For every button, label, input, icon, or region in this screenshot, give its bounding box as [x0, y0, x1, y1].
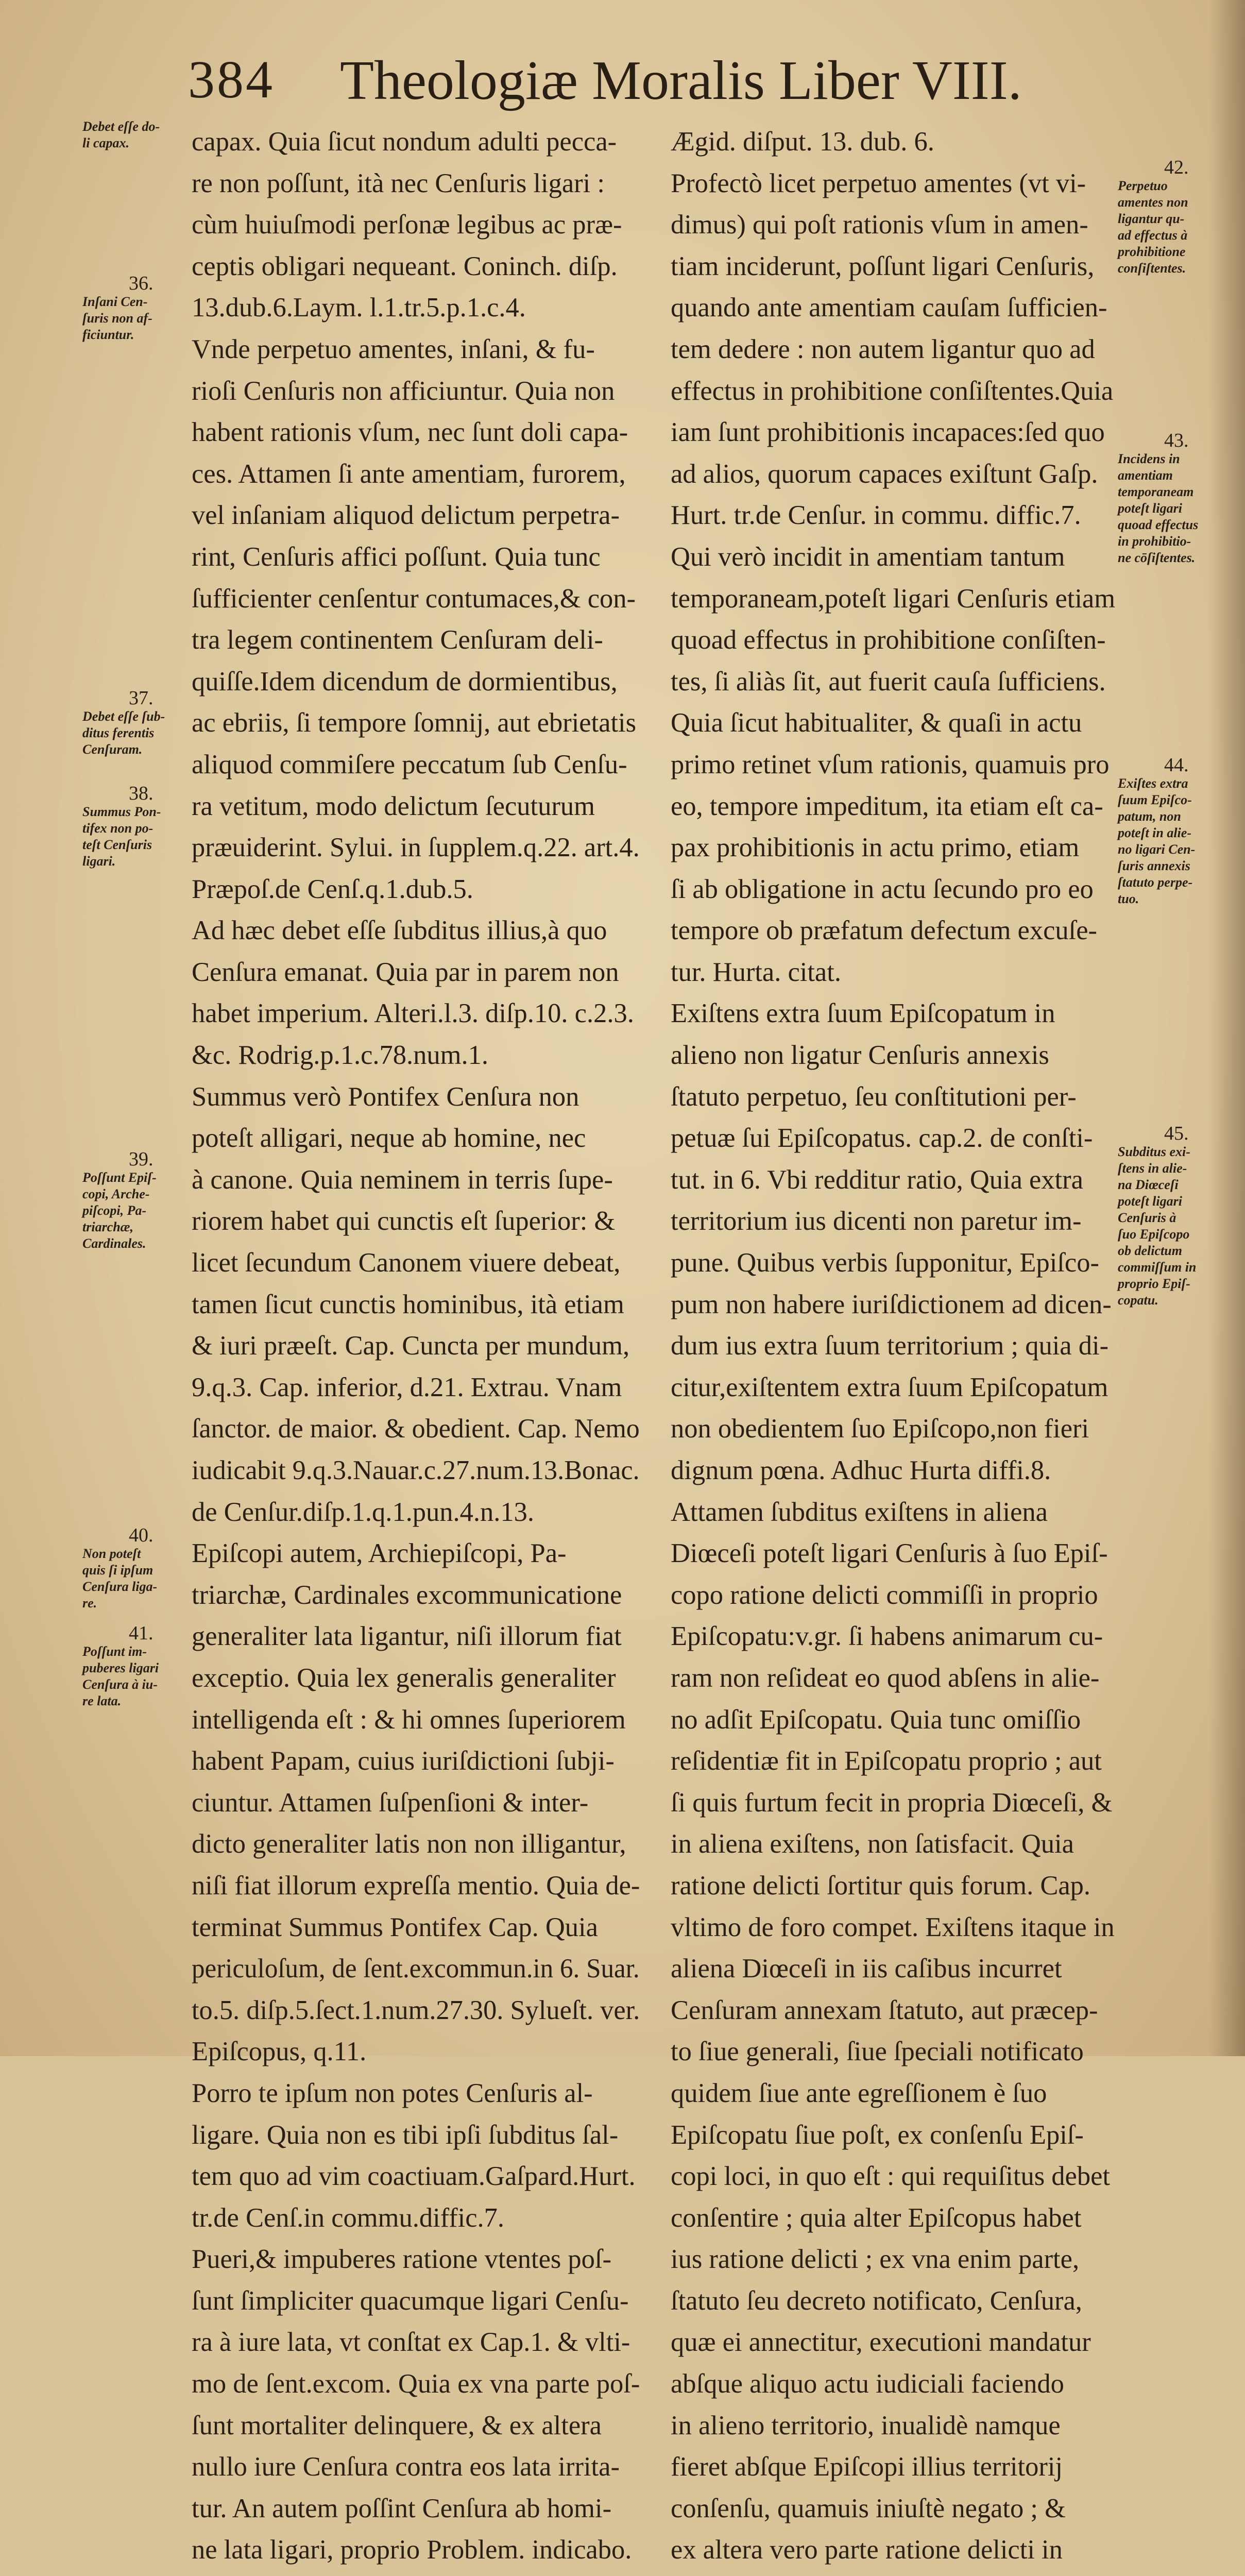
margin-note-line: commiſſum in [1118, 1260, 1197, 1275]
text-line: ſtatuto ſeu decreto notificato, Cenſura, [671, 2285, 1082, 2316]
text-line: Pueri,& impuberes ratione vtentes poſ- [192, 2244, 612, 2275]
margin-note-number: 43. [1164, 430, 1189, 451]
text-line: ius ratione delicti ; ex vna enim parte, [671, 2244, 1080, 2275]
margin-note-line: re lata. [82, 1693, 122, 1708]
text-line: tem quo ad vim coactiuam.Gaſpard.Hurt. [192, 2161, 636, 2192]
margin-note-line: Cenſura à iu- [82, 1677, 158, 1692]
text-line: tiam inciderunt, poſſunt ligari Cenſuris, [671, 251, 1095, 281]
margin-note-line: Inſani Cen- [82, 294, 148, 309]
margin-note-line: quis ſi ipſum [82, 1563, 154, 1578]
margin-note-line: patum, non [1118, 809, 1181, 824]
text-line: Ad hæc debet eſſe ſubditus illius,à quo [192, 916, 607, 946]
page-number: 384 [188, 50, 275, 109]
text-line: vel inſaniam aliquod delictum perpetra- [192, 500, 620, 531]
text-line: rioſi Cenſuris non afficiuntur. Quia non [192, 376, 615, 406]
text-line: fieret abſque Epiſcopi illius territorij [671, 2452, 1063, 2482]
text-line: pune. Quibus verbis ſupponitur, Epiſco- [671, 1248, 1099, 1278]
text-line: 13.dub.6.Laym. l.1.tr.5.p.1.c.4. [192, 293, 526, 323]
text-line: ligare. Quia non es tibi ipſi ſubditus ſal- [192, 2120, 619, 2150]
text-line: ceptis obligari nequeant. Coninch. diſp. [192, 251, 618, 281]
text-line: habent Papam, cuius iuriſdictioni ſubji- [192, 1746, 615, 1776]
text-line: ex altera vero parte ratione delicti in [671, 2535, 1063, 2565]
text-line: alieno non ligatur Cenſuris annexis [671, 1040, 1049, 1071]
running-title: Theologiæ Moralis Liber VIII. [340, 50, 1022, 111]
margin-note-line: quoad effectus [1118, 517, 1199, 532]
margin-note-line: Debet eſſe do- [82, 119, 160, 134]
margin-note-line: Incidens in [1118, 451, 1180, 466]
margin-note-line: tifex non po- [82, 821, 154, 836]
margin-note-number: 36. [129, 273, 154, 294]
text-line: ces. Attamen ſi ante amentiam, furorem, [192, 459, 626, 489]
text-line: in aliena exiſtens, non ſatisfacit. Quia [671, 1829, 1074, 1859]
margin-note-line: poteſt ligari [1118, 501, 1182, 516]
text-line: quiſſe.Idem dicendum de dormientibus, [192, 666, 618, 697]
text-line: tem dedere : non autem ligantur quo ad [671, 334, 1095, 364]
margin-note-line: amentes non [1118, 195, 1188, 210]
text-line: quæ ei annectitur, executioni mandatur [671, 2327, 1091, 2358]
left-margin-note [82, 1149, 157, 1252]
margin-note-line: conſiſtentes. [1118, 261, 1186, 276]
text-line: Profectò licet perpetuo amentes (vt vi- [671, 168, 1086, 198]
text-line: quoad effectus in prohibitione conſiſten- [671, 625, 1106, 655]
text-line: dum ius extra ſuum territorium ; quia di- [671, 1331, 1109, 1361]
text-line: triarchæ, Cardinales excommunicatione [192, 1580, 622, 1610]
text-line: quidem ſiue ante egreſſionem è ſuo [671, 2078, 1047, 2108]
text-line: quando ante amentiam cauſam ſufficien- [671, 293, 1107, 323]
text-line: ra vetitum, modo delictum ſecuturum [192, 791, 595, 821]
text-line: ſufficienter cenſentur contumaces,& con- [192, 583, 636, 614]
text-line: effectus in prohibitione conſiſtentes.Quia [671, 376, 1114, 406]
left-margin-note [82, 273, 154, 343]
margin-note-line: copatu. [1118, 1293, 1158, 1308]
text-line: Summus verò Pontifex Cenſura non [192, 1081, 579, 1112]
margin-note-line: Cenſuris à [1118, 1210, 1176, 1225]
margin-note-line: piſcopi, Pa- [82, 1203, 147, 1218]
left-text-column [192, 121, 640, 2571]
margin-note-number: 44. [1164, 754, 1189, 776]
text-line: nullo iure Cenſura contra eos lata irrita- [192, 2452, 620, 2482]
text-line: cùm huiuſmodi perſonæ legibus ac præ- [192, 210, 622, 240]
right-text-column [671, 121, 1119, 2576]
margin-note-line: Non poteſt [82, 1546, 141, 1561]
text-line: ad alios, quorum capaces exiſtunt Gaſp. [671, 459, 1098, 489]
margin-note-line: triarchæ, [82, 1219, 133, 1234]
text-line: dimus) qui poſt rationis vſum in amen- [671, 210, 1088, 240]
margin-note-line: ficiuntur. [82, 327, 134, 342]
margin-note-line: teſt Cenſuris [82, 837, 152, 852]
margin-note-line: Debet eſſe ſub- [82, 709, 165, 724]
margin-note-line: li capax. [82, 135, 129, 150]
margin-note-line: Exiſtes extra [1118, 776, 1188, 791]
text-line: iam ſunt prohibitionis incapaces:ſed quo [671, 417, 1105, 448]
margin-note-line: ne cōſiſtentes. [1118, 550, 1196, 565]
text-line: ac ebriis, ſi tempore ſomnij, aut ebrietatis [192, 708, 637, 738]
text-line: tur. An autem poſſint Cenſura ab homi- [192, 2493, 612, 2523]
text-line: de Cenſur.diſp.1.q.1.pun.4.n.13. [192, 1497, 534, 1527]
text-line: Attamen ſubditus exiſtens in aliena [671, 1497, 1048, 1527]
text-line: petuæ ſui Epiſcopatus. cap.2. de conſti- [671, 1123, 1093, 1154]
text-line [671, 2571, 1119, 2576]
margin-note-line: ſtatuto perpe- [1118, 875, 1193, 890]
left-margin-note [82, 118, 160, 151]
right-margin-note [1118, 157, 1189, 277]
margin-note-line: re. [82, 1596, 97, 1611]
margin-note-line: Cenſuram. [82, 742, 143, 757]
margin-note-number: 45. [1164, 1123, 1189, 1144]
text-line: ſi quis furtum fecit in propria Diœceſi, & [671, 1787, 1113, 1818]
text-line: exceptio. Quia lex generalis generaliter [192, 1663, 616, 1693]
margin-note-line: ligari. [82, 854, 116, 869]
text-line: à canone. Quia neminem in terris ſupe- [192, 1164, 613, 1195]
text-line: abſque aliquo actu iudiciali faciendo [671, 2369, 1064, 2399]
text-line: habet imperium. Alteri.l.3. diſp.10. c.2.3. [192, 998, 634, 1029]
margin-note-line: Cardinales. [82, 1236, 146, 1251]
margin-note-line: Perpetuo [1118, 178, 1168, 193]
text-line: generaliter lata ligantur, niſi illorum fiat [192, 1621, 622, 1652]
text-line: intelligenda eſt : & hi omnes ſuperiorem [192, 1704, 626, 1735]
margin-note-number: 42. [1164, 157, 1189, 178]
margin-note-line: Subditus exi- [1118, 1144, 1190, 1159]
text-line: copi loci, in quo eſt : qui requiſitus debet [671, 2161, 1110, 2192]
text-line: Cenſuram annexam ſtatuto, aut præcep- [671, 1995, 1098, 2025]
margin-note-line: tuo. [1118, 891, 1139, 906]
margin-note-line: temporaneam [1118, 484, 1194, 499]
margin-note-line: ſuris non af- [82, 311, 152, 326]
text-line: aliquod commiſere peccatum ſub Cenſu- [192, 749, 627, 779]
margin-note-line: poteſt ligari [1118, 1194, 1182, 1209]
right-margin-note [1118, 430, 1198, 566]
margin-note-line: no ligari Cen- [1118, 842, 1196, 857]
text-line: habent rationis vſum, nec ſunt doli capa- [192, 417, 628, 448]
left-margin-note [82, 783, 161, 870]
text-line: Epiſcopatu:v.gr. ſi habens animarum cu- [671, 1621, 1103, 1652]
margin-note-line: copi, Arche- [82, 1187, 150, 1201]
margin-note-line: Summus Pon- [82, 804, 161, 819]
text-line: ſunt mortaliter delinquere, & ex altera [192, 2410, 602, 2441]
margin-note-line: ditus ferentis [82, 725, 155, 740]
text-line: vltimo de foro compet. Exiſtens itaque in [671, 1912, 1115, 1942]
page-header [188, 49, 1053, 111]
margin-note-line: ad effectus à [1118, 228, 1188, 243]
margin-note-line: prohibitione [1118, 244, 1186, 259]
text-line: tra legem continentem Cenſuram deli- [192, 625, 603, 655]
text-line: Porro te ipſum non potes Cenſuris al- [192, 2078, 593, 2108]
margin-note-number: 37. [129, 687, 154, 709]
margin-note-line: ſuum Epiſco- [1118, 792, 1192, 807]
margin-note-number: 38. [129, 783, 154, 804]
text-line: to.5. diſp.5.ſect.1.num.27.30. Sylueſt. ver. [192, 1995, 640, 2025]
text-line: re non poſſunt, ità nec Cenſuris ligari : [192, 168, 605, 198]
text-line: Ægid. diſput. 13. dub. 6. [671, 127, 934, 157]
text-line: rint, Cenſuris affici poſſunt. Quia tunc [192, 541, 601, 572]
margin-note-line: ob delictum [1118, 1243, 1182, 1258]
margin-note-line: ſtens in alie- [1118, 1161, 1187, 1176]
text-line: &c. Rodrig.p.1.c.78.num.1. [192, 1040, 488, 1071]
text-line: in alieno territorio, inualidè namque [671, 2410, 1061, 2441]
text-line: periculoſum, de ſent.excommun.in 6. Suar. [192, 1954, 640, 1984]
text-line: capax. Quia ſicut nondum adulti pecca- [192, 127, 617, 157]
text-line: tr.de Cenſ.in commu.diffic.7. [192, 2202, 505, 2233]
left-margin-note [82, 688, 165, 758]
text-line: to ſiue generali, ſiue ſpeciali notificato [671, 2037, 1084, 2067]
margin-note-line: Poſſunt Epiſ- [82, 1170, 157, 1185]
text-line: tut. in 6. Vbi redditur ratio, Quia extra [671, 1164, 1083, 1195]
text-line: Quia ſicut habitualiter, & quaſi in actu [671, 708, 1082, 738]
text-line: ſunt ſimpliciter quacumque ligari Cenſu- [192, 2285, 629, 2316]
text-line: Cenſura emanat. Quia par in parem non [192, 957, 619, 987]
text-line: Epiſcopus, q.11. [192, 2037, 367, 2067]
margin-note-line: Cenſura liga- [82, 1579, 158, 1594]
margin-note-line: ligantur qu- [1118, 211, 1185, 226]
text-line: terminat Summus Pontifex Cap. Quia [192, 1912, 598, 1942]
margin-note-line: Poſſunt im- [82, 1644, 147, 1659]
text-line: niſi fiat illorum expreſſa mentio. Quia de- [192, 1870, 640, 1901]
margin-note-line: ſuo Epiſcopo [1118, 1227, 1190, 1242]
text-line: temporaneam,poteſt ligari Cenſuris etiam [671, 583, 1116, 614]
text-line: conſentire ; quia alter Epiſcopus habet [671, 2202, 1082, 2233]
margin-note-line: na Diœceſi [1118, 1177, 1179, 1192]
text-line: ciuntur. Attamen ſuſpenſioni & inter- [192, 1787, 589, 1818]
text-line: Qui verò incidit in amentiam tantum [671, 541, 1065, 572]
text-line: aliena Diœceſi in iis caſibus incurret [671, 1954, 1062, 1984]
text-line: 9.q.3. Cap. inferior, d.21. Extrau. Vnam [192, 1372, 622, 1402]
margin-note-number: 41. [129, 1622, 154, 1644]
text-line: ratione delicti ſortitur quis forum. Cap. [671, 1870, 1091, 1901]
text-line: ſtatuto perpetuo, ſeu conſtitutioni per- [671, 1081, 1077, 1112]
text-line: tur. Hurta. citat. [671, 957, 841, 987]
margin-note-number: 39. [129, 1148, 154, 1170]
margin-note-line: amentiam [1118, 468, 1173, 483]
text-line: conſenſu, quamuis iniuſtè negato ; & [671, 2493, 1066, 2523]
text-line: præuiderint. Sylui. in ſupplem.q.22. art.4. [192, 833, 640, 863]
text-line: tempore ob præfatum defectum excuſe- [671, 916, 1098, 946]
text-line: iudicabit 9.q.3.Nauar.c.27.num.13.Bonac. [192, 1455, 640, 1485]
text-line: eo, tempore impeditum, ita etiam eſt ca- [671, 791, 1103, 821]
text-line: ſi ab obligatione in actu ſecundo pro eo [671, 874, 1094, 904]
text-line: reſidentiæ fit in Epiſcopatu proprio ; aut [671, 1746, 1102, 1776]
text-line: Epiſcopi autem, Archiepiſcopi, Pa- [192, 1538, 567, 1569]
text-line: primo retinet vſum rationis, quamuis pro [671, 749, 1110, 779]
text-line: pum non habere iuriſdictionem ad dicen- [671, 1289, 1112, 1319]
text-line: poteſt alligari, neque ab homine, nec [192, 1123, 586, 1154]
margin-note-line: proprio Epiſ- [1118, 1276, 1190, 1291]
text-line: copo ratione delicti commiſſi in proprio [671, 1580, 1098, 1610]
text-line: Epiſcopatu ſiue poſt, ex conſenſu Epiſ- [671, 2120, 1084, 2150]
left-margin-note [82, 1623, 159, 1709]
text-line: pax prohibitionis in actu primo, etiam [671, 833, 1080, 863]
margin-note-line: ſuris annexis [1118, 858, 1190, 873]
margin-note-number: 40. [129, 1524, 154, 1546]
text-line: citur,exiſtentem extra ſuum Epiſcopatum [671, 1372, 1108, 1402]
margin-note-line: poteſt in alie- [1118, 825, 1191, 840]
text-line: ra à iure lata, vt conſtat ex Cap.1. & vlti- [192, 2327, 630, 2358]
text-line: Exiſtens extra ſuum Epiſcopatum in [671, 998, 1055, 1029]
text-line: tes, ſi aliàs ſit, aut fuerit cauſa ſufficiens. [671, 666, 1106, 697]
text-line: tamen ſicut cunctis hominibus, ità etiam [192, 1289, 624, 1319]
text-line: Diœceſi poteſt ligari Cenſuris à ſuo Epiſ- [671, 1538, 1108, 1569]
page-edge-shadow [1209, 0, 1245, 2056]
text-line: ram non reſideat eo quod abſens in alie- [671, 1663, 1100, 1693]
text-line: Hurt. tr.de Cenſur. in commu. diffic.7. [671, 500, 1081, 531]
right-margin-note [1118, 755, 1195, 907]
text-line: non obedientem ſuo Epiſcopo,non fieri [671, 1414, 1089, 1444]
left-margin-note [82, 1525, 157, 1612]
text-line: dicto generaliter latis non non illigantur, [192, 1829, 626, 1859]
text-line: territorium ius dicenti non paretur im- [671, 1206, 1082, 1236]
text-line: no adſit Epiſcopatu. Quia tunc omiſſio [671, 1704, 1081, 1735]
text-line: riorem habet qui cunctis eſt ſuperior: & [192, 1206, 616, 1236]
text-line: Vnde perpetuo amentes, inſani, & fu- [192, 334, 595, 364]
text-line: licet ſecundum Canonem viuere debeat, [192, 1248, 621, 1278]
text-line: mo de ſent.excom. Quia ex vna parte poſ- [192, 2369, 640, 2399]
margin-note-line: puberes ligari [82, 1660, 159, 1675]
text-line: Præpoſ.de Cenſ.q.1.dub.5. [192, 874, 473, 904]
text-line: ne lata ligari, proprio Problem. indicabo. [192, 2535, 632, 2565]
text-line: dignum pœna. Adhuc Hurta diffi.8. [671, 1455, 1051, 1485]
text-line: & iuri præeſt. Cap. Cuncta per mundum, [192, 1331, 630, 1361]
right-margin-note [1118, 1123, 1196, 1309]
text-line: ſanctor. de maior. & obedient. Cap. Nemo [192, 1414, 640, 1444]
margin-note-line: in prohibitio- [1118, 534, 1191, 549]
